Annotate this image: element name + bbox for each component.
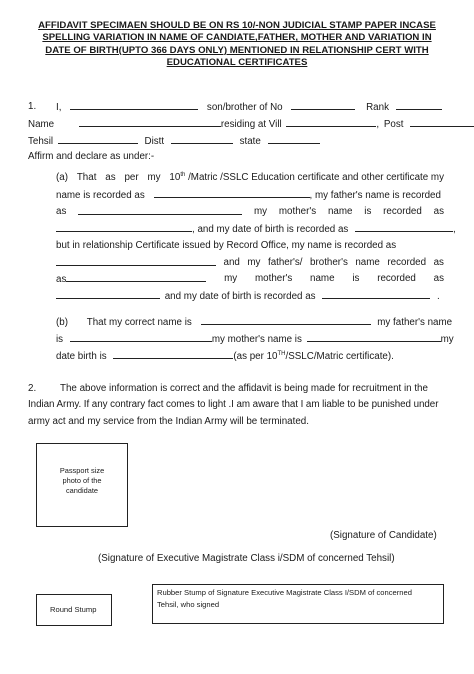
relationship-dob-label: and my date of birth is recorded as xyxy=(164,291,316,302)
recorded-father-blank[interactable] xyxy=(78,206,242,215)
p2-line-3: army act and my service from the Indian Army will be terminated. xyxy=(28,416,309,427)
correct-mother-blank[interactable] xyxy=(307,333,441,342)
pb-word: my xyxy=(440,334,454,345)
th-sup: TH xyxy=(277,351,286,357)
village-blank[interactable] xyxy=(286,118,376,127)
magistrate-signature: (Signature of Executive Magistrate Class i/SDM of concerned Tehsil) xyxy=(98,553,395,564)
pa-word: father's/ xyxy=(267,257,303,268)
matric-text: /Matric /SSLC Education certificate and other certificate my xyxy=(188,172,444,183)
relationship-mother-blank[interactable] xyxy=(56,290,160,299)
correct-father-blank[interactable] xyxy=(70,333,212,342)
pa-line-5 xyxy=(56,240,444,252)
heading-line-1: AFFIDAVIT SPECIMAEN SHOULD BE ON RS 10/-NON JUDICIAL STAMP PAPER INCASE xyxy=(38,20,436,31)
pb-word: is xyxy=(56,334,64,345)
state-label: state xyxy=(239,136,261,147)
pa-line-8 xyxy=(56,290,440,303)
pa-word: my xyxy=(253,206,268,217)
photo-caption-line-1: Passport size xyxy=(59,466,105,475)
rubber-stump-line-2: Tehsil, who signed xyxy=(157,600,220,609)
pa-word: That xyxy=(76,172,97,183)
pa-line-6 xyxy=(56,257,444,269)
as-per-end: /SSLC/Matric certificate). xyxy=(285,351,394,362)
tenth-sup: th xyxy=(180,172,186,178)
relationship-dob-blank[interactable] xyxy=(322,290,430,299)
tenth-number: 10 xyxy=(169,172,181,183)
pa-word: name xyxy=(355,257,380,268)
name-recorded-label: name is recorded as xyxy=(56,190,145,201)
correct-dob-blank[interactable] xyxy=(113,350,233,359)
name-blank-2[interactable] xyxy=(79,118,221,127)
candidate-signature: (Signature of Candidate) xyxy=(330,530,437,541)
pa-word: as xyxy=(433,257,444,268)
pa-word: as xyxy=(433,206,444,217)
pa-word: my xyxy=(224,273,238,284)
pa-word: recorded xyxy=(383,206,422,217)
recorded-dob-blank[interactable] xyxy=(355,223,453,232)
rank-label: Rank xyxy=(366,102,389,113)
period: . xyxy=(437,291,440,302)
pa-word: mother's xyxy=(278,206,317,217)
correct-dob-label: date birth is xyxy=(56,351,107,362)
p1-i: I, xyxy=(56,102,62,113)
heading-line-4: EDUCATIONAL CERTIFICATES xyxy=(166,57,308,69)
pa-line-3 xyxy=(56,206,444,218)
pb-line-1 xyxy=(56,316,452,329)
recorded-mother-blank[interactable] xyxy=(56,223,192,232)
pa-word: as xyxy=(433,273,444,284)
tehsil-blank[interactable] xyxy=(58,135,138,144)
name-label: Name xyxy=(28,119,55,130)
rubber-stump-line-1: Rubber Stump of Signature Executive Magistrate Class I/SDM of concerned xyxy=(157,588,412,597)
pa-line-2 xyxy=(56,189,441,202)
pa-word: as xyxy=(56,274,67,285)
pa-word: is xyxy=(352,273,360,284)
pa-line-1 xyxy=(56,172,444,184)
pb-line-2 xyxy=(56,333,454,346)
relationship-father-blank[interactable] xyxy=(66,273,206,282)
correct-name-label: That my correct name is xyxy=(86,317,192,328)
pa-word: my xyxy=(247,257,261,268)
relationship-cert-text: but in relationship Certificate issued by Record Office, my name is recorded as xyxy=(56,240,397,251)
comma: , xyxy=(453,224,456,235)
pa-word: as xyxy=(56,206,67,217)
as-per-text xyxy=(233,351,393,362)
heading-line-3: DATE OF BIRTH(UPTO 366 DAYS ONLY) MENTIONED IN RELATIONSHIP CERT WITH xyxy=(45,44,429,56)
correct-name-blank[interactable] xyxy=(201,316,371,325)
p2-text-1: The above information is correct and the affidavit is being made for recruitment in the xyxy=(60,383,428,394)
p1-num: 1. xyxy=(28,101,37,112)
pa-word: per xyxy=(124,172,139,183)
name-blank[interactable] xyxy=(70,101,198,110)
number-blank[interactable] xyxy=(291,101,355,110)
p2-num: 2. xyxy=(28,383,37,394)
post-comma: , xyxy=(376,119,380,130)
pa-word: name xyxy=(310,273,335,284)
rank-blank[interactable] xyxy=(396,101,442,110)
pa-word: mother's xyxy=(254,273,293,284)
state-blank[interactable] xyxy=(268,135,320,144)
pa-word: my xyxy=(147,172,161,183)
post-blank[interactable] xyxy=(410,118,474,127)
pb-label: (b) xyxy=(56,317,68,328)
as-with-blank xyxy=(56,273,206,286)
photo-caption xyxy=(36,466,128,496)
pa-word: recorded xyxy=(377,273,416,284)
p1-line-1 xyxy=(56,101,442,114)
correct-mother-label: my mother's name is xyxy=(211,334,302,345)
pa-word: brother's xyxy=(310,257,348,268)
pb-line-3 xyxy=(56,350,394,363)
relationship-name-blank[interactable] xyxy=(56,257,216,266)
affirm-line: Affirm and declare as under:- xyxy=(28,151,155,162)
heading-line-2: SPELLING VARIATION IN NAME OF CANDIATE,FATHER, MOTHER AND VARIATION IN xyxy=(42,32,432,44)
post-label: Post xyxy=(383,119,404,130)
round-stump-label: Round Stump xyxy=(50,605,97,614)
p2-line-2: Indian Army. If any contrary fact comes to light .I am aware that I am liable to be punished under xyxy=(28,399,439,410)
dob-recorded-label: , and my date of birth is recorded as xyxy=(192,224,349,235)
pa-word: recorded xyxy=(387,257,427,268)
correct-father-label: my father's name xyxy=(377,317,453,328)
photo-caption-line-2: photo of the xyxy=(62,476,102,485)
pa-word: and xyxy=(223,257,240,268)
p1-line-2 xyxy=(28,118,474,131)
document-heading xyxy=(22,20,452,70)
pa-word: is xyxy=(364,206,372,217)
photo-caption-line-3: candidate xyxy=(65,486,99,495)
tehsil-label: Tehsil xyxy=(28,136,54,147)
pa-line-7 xyxy=(56,273,444,286)
recorded-name-blank[interactable] xyxy=(154,189,310,198)
distt-label: Distt xyxy=(144,136,165,147)
pa-word: as xyxy=(105,172,116,183)
pa-line-4 xyxy=(56,223,456,236)
p1-line-3 xyxy=(28,135,320,148)
father-recorded-label: , my father's name is recorded xyxy=(309,190,441,201)
pa-label: (a) xyxy=(56,172,68,183)
as-per-start: (as per 10 xyxy=(233,351,278,362)
son-of-label: son/brother of No xyxy=(206,102,283,113)
pa-word: name xyxy=(327,206,353,217)
p2-line-1 xyxy=(60,383,444,395)
distt-blank[interactable] xyxy=(171,135,233,144)
residing-label: residing at Vill xyxy=(220,119,282,130)
pa-matric-text xyxy=(169,172,444,184)
